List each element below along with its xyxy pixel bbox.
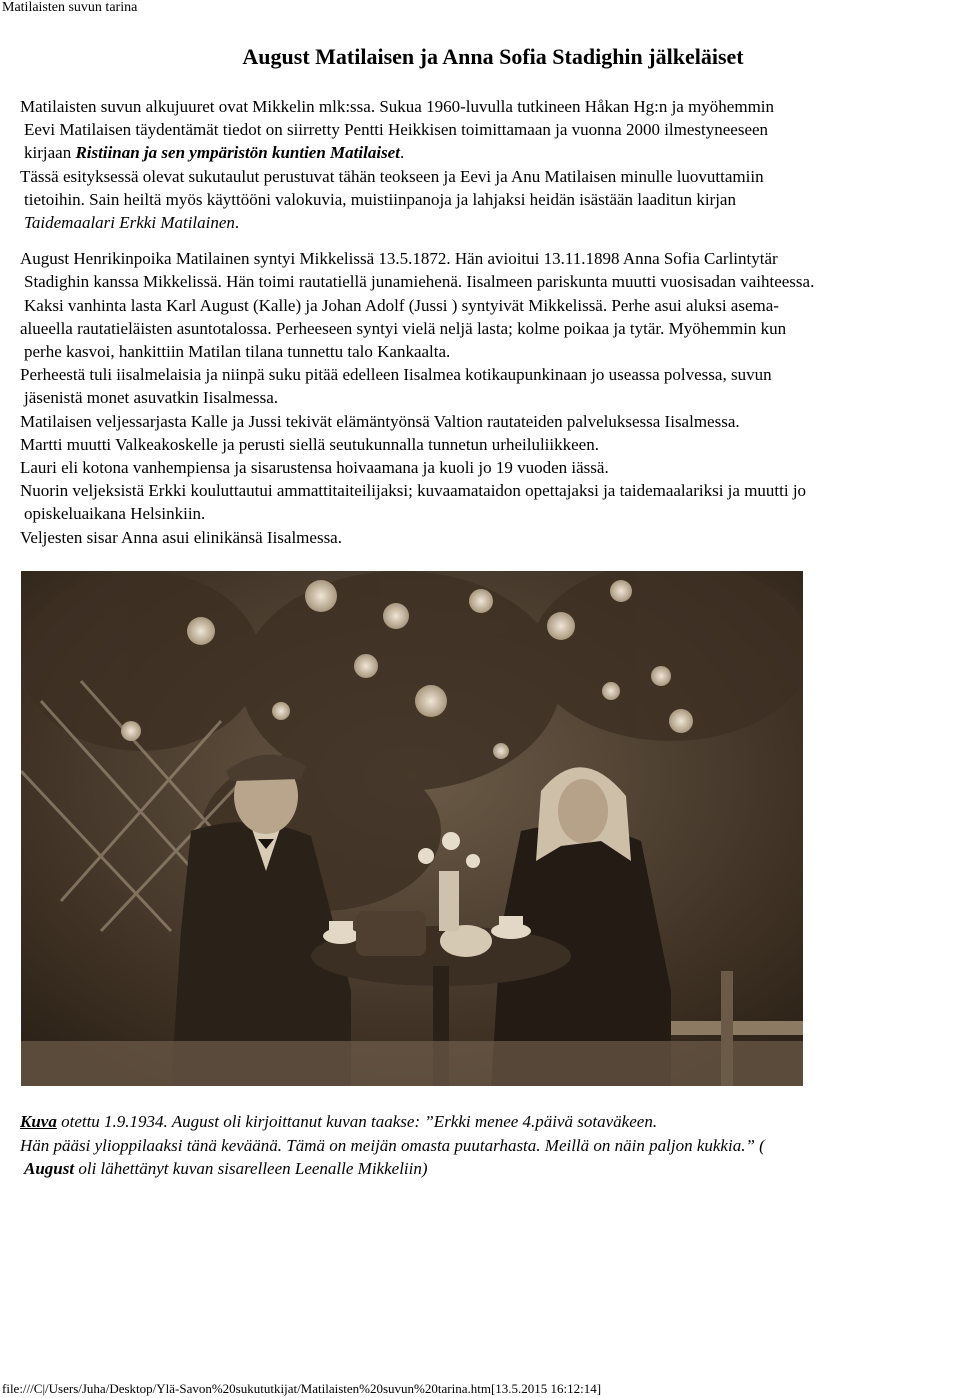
story-line: opiskeluaikana Helsinkiin. <box>24 504 206 524</box>
caption-line <box>20 1110 955 1134</box>
story-line: Nuorin veljeksistä Erkki kouluttautui ammattitaiteilijaksi; kuvaamataidon opettajaksi ja taidemaalariksi ja muutti jo <box>20 481 807 501</box>
story-line: August Henrikinpoika Matilainen syntyi Mikkelissä 13.5.1872. Hän avioitui 13.11.1898 Anna Sofia Carlintytär <box>20 249 778 269</box>
photo-caption <box>20 1110 955 1181</box>
intro-line: tietoihin. Sain heiltä myös käyttööni valokuvia, muistiinpanoja ja lahjaksi heidän isästään laaditun kirjan <box>24 189 736 209</box>
story-line: Stadighin kanssa Mikkelissä. Hän toimi rautatiellä junamiehenä. Iisalmeen pariskunta muutti vuosisadan vaihteessa. <box>24 272 815 292</box>
intro-text: . <box>399 143 405 163</box>
intro-line <box>20 141 955 164</box>
browser-title: Matilaisten suvun tarina <box>2 0 138 15</box>
intro-line: Eevi Matilaisen täydentämät tiedot on siirretty Pentti Heikkisen toimittamaan ja vuonna 2000 ilmestyneeseen <box>24 120 769 140</box>
intro-line: Matilaisten suvun alkujuuret ovat Mikkelin mlk:ssa. Sukua 1960-luvulla tutkineen Håkan Hg:n ja myöhemmin <box>20 97 775 116</box>
story-line: Matilaisen veljessarjasta Kalle ja Jussi tekivät elämäntyönsä Valtion rautateiden palveluksessa Iisalmessa. <box>20 411 740 431</box>
article-body <box>20 95 955 549</box>
story-line: Martti muutti Valkeakoskelle ja perusti siellä seutukunnalla tunnetun urheiluliikkeen. <box>20 434 599 454</box>
intro-text: . <box>234 213 240 233</box>
caption-kuva: Kuva <box>20 1112 57 1131</box>
photo-couple-garden-icon <box>21 571 803 1086</box>
caption-line: Hän pääsi ylioppilaaksi tänä keväänä. Tämä on meijän omasta puutarhasta. Meillä on näin paljon kukkia.” ( <box>20 1135 765 1155</box>
intro-line: Tässä esityksessä olevat sukutaulut perustuvat tähän teokseen ja Eevi ja Anu Matilaisen minulle luovuttamiin <box>20 166 764 186</box>
story-line: Veljesten sisar Anna asui elinikänsä Iisalmessa. <box>20 527 342 547</box>
caption-august: August <box>24 1159 75 1178</box>
page-title: August Matilaisen ja Anna Sofia Stadighin jälkeläiset <box>242 44 744 69</box>
story-line: jäsenistä monet asuvatkin Iisalmessa. <box>24 388 278 408</box>
story-line: Lauri eli kotona vanhempiensa ja sisarustensa hoivaamana ja kuoli jo 19 vuoden iässä. <box>20 458 609 478</box>
caption-text: oli lähettänyt kuvan sisarelleen Leenalle Mikkeliin) <box>74 1159 428 1178</box>
intro-line <box>20 211 955 234</box>
intro-text: kirjaan <box>24 143 76 163</box>
story-line: Kaksi vanhinta lasta Karl August (Kalle) ja Johan Adolf (Jussi ) syntyivät Mikkelissä. Perhe asui aluksi asema- <box>24 295 779 315</box>
book-title: Ristiinan ja sen ympäristön kuntien Matilaiset <box>75 143 400 163</box>
story-line: Perheestä tuli iisalmelaisia ja niinpä suku pitää edelleen Iisalmea kotikaupunkinaan jo useassa polvessa, suvun <box>20 365 772 385</box>
caption-line <box>20 1157 955 1181</box>
story-line: perhe kasvoi, hankittiin Matilan tilana tunnettu talo Kankaalta. <box>24 342 451 362</box>
story-line: alueella rautatieläisten asuntotalossa. Perheeseen syntyi vielä neljä lasta; kolme poikaa ja tytär. Myöhemmin kun <box>20 318 787 338</box>
footer-url: file:///C|/Users/Juha/Desktop/Ylä-Savon%20sukututkijat/Matilaisten%20suvun%20tarina.htm[13.5.2015 16:12:14] <box>2 1381 602 1396</box>
book2-title: Taidemaalari Erkki Matilainen <box>24 213 235 233</box>
caption-text: otettu 1.9.1934. August oli kirjoittanut kuvan taakse: ”Erkki menee 4.päivä sotaväkeen. <box>56 1112 658 1131</box>
